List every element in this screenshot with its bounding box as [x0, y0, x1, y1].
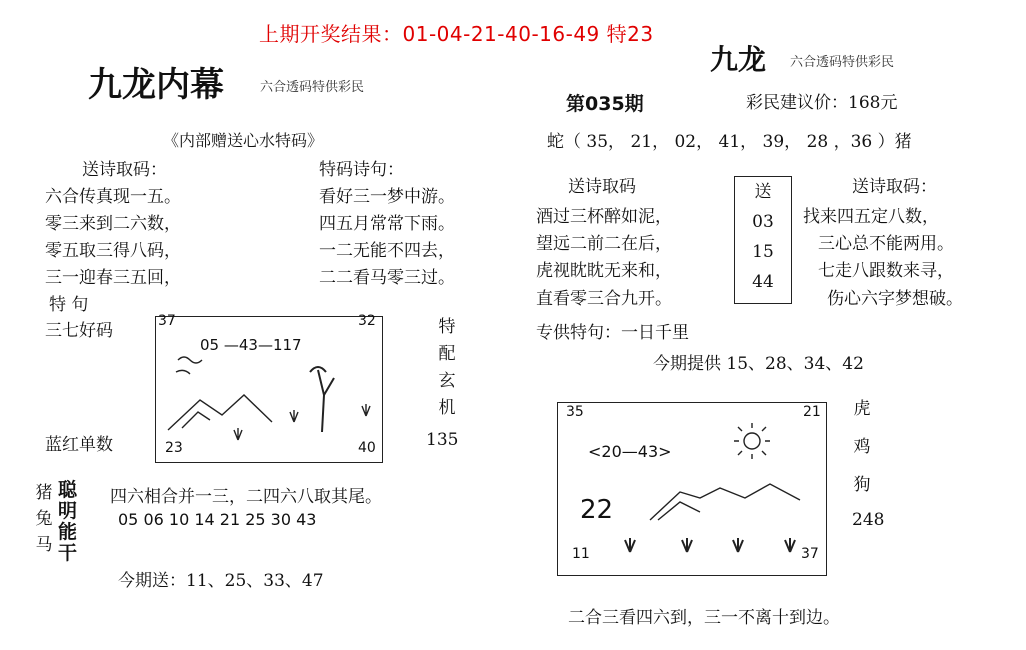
left-poem-line: 零三来到二六数，: [45, 214, 181, 234]
vertical-char: 狗: [853, 475, 871, 495]
right-pic-corner-bl: 11: [572, 546, 590, 562]
left-blue-red-label: 蓝红单数: [45, 435, 113, 455]
left-title-subtitle: 六合透码特供彩民: [260, 80, 365, 95]
right-poem-right-line: 三心总不能两用。: [818, 234, 954, 254]
right-pic-corner-br: 37: [801, 546, 819, 562]
left-sketch-grass: [234, 404, 370, 440]
right-poem-left-header: 送诗取码: [568, 177, 636, 197]
left-combine-line: 四六相合并一三，二四六八取其尾。: [110, 487, 382, 507]
smart-char: 聪: [58, 479, 78, 501]
send-box-label: 送: [754, 182, 772, 202]
left-animals-vertical: [34, 480, 54, 558]
right-poem-left-line: 望远二前二在后，: [536, 234, 672, 254]
smart-char: 能: [58, 521, 78, 543]
left-title: 九龙内幕: [88, 65, 224, 105]
right-title: 九龙: [710, 43, 767, 76]
left-special-poem-line: 四五月常常下雨。: [319, 214, 455, 234]
right-provide-line: 今期提供 15、28、34、42: [653, 354, 864, 374]
right-pic-number: 22: [580, 495, 614, 525]
smart-char: 干: [58, 542, 78, 564]
right-number-248: 248: [852, 510, 885, 530]
left-special-poem-line: 一二无能不四去，: [319, 241, 455, 261]
right-poem-left-line: 酒过三杯醉如泥，: [536, 207, 672, 227]
suggested-price: 彩民建议价：168元: [746, 93, 898, 113]
left-special-poem-line: 二二看马零三过。: [319, 268, 455, 288]
send-numbers-box: [734, 176, 792, 304]
send-box-number: 15: [752, 242, 774, 262]
left-pic-formula: 05 —43—117: [200, 336, 302, 354]
send-box-number: 44: [752, 272, 774, 292]
vertical-char: 玄: [438, 371, 456, 391]
draw-result-banner: 上期开奖结果：01-04-21-40-16-49 特23: [259, 22, 654, 46]
left-pic-corner-tl: 37: [158, 313, 176, 329]
right-riddle-picture: [557, 402, 827, 576]
left-sketch-tree: [310, 367, 334, 432]
left-poem-line: 零五取三得八码，: [45, 241, 181, 261]
right-poem-right-line: 找来四五定八数，: [803, 207, 939, 227]
left-pic-corner-tr: 32: [358, 313, 376, 329]
issue-number: 第035期: [566, 93, 644, 115]
right-title-subtitle: 六合透码特供彩民: [790, 55, 895, 70]
left-pic-corner-br: 40: [358, 440, 376, 456]
animal-char: 兔: [35, 509, 53, 529]
vertical-char: 鸡: [853, 437, 871, 457]
left-special-sentence-label: 特 句: [49, 295, 89, 315]
right-poem-right-line: 七走八跟数来寻，: [818, 261, 954, 281]
send-box-number: 03: [752, 212, 774, 232]
vertical-char: 特: [438, 317, 456, 337]
left-smart-vertical: [58, 480, 80, 564]
smart-char: 明: [58, 500, 78, 522]
right-bottom-line: 二合三看四六到，三一不离十到边。: [568, 608, 840, 628]
left-good-codes-label: 三七好码: [45, 321, 113, 341]
left-numbers-line: 05 06 10 14 21 25 30 43: [118, 510, 317, 529]
right-pic-corner-tr: 21: [803, 404, 821, 420]
left-poem-line: 六合传真现一五。: [45, 187, 181, 207]
right-side-vertical-text: [852, 390, 872, 504]
right-poem-right-header: 送诗取码：: [852, 177, 937, 197]
left-sketch-mountains: [168, 357, 272, 430]
right-pic-formula: <20—43>: [588, 442, 672, 461]
animal-char: 马: [35, 535, 53, 555]
right-poem-left-line: 直看零三合九开。: [536, 289, 672, 309]
vertical-char: 配: [438, 344, 456, 364]
right-pic-corner-tl: 35: [566, 404, 584, 420]
left-poem-line: 三一迎春三五回，: [45, 268, 181, 288]
left-this-send: 今期送：11、25、33、47: [118, 571, 324, 591]
left-number-135: 135: [426, 430, 459, 450]
right-poem-right-line: 伤心六字梦想破。: [827, 289, 963, 309]
left-subheader: 《内部赠送心水特码》: [163, 131, 324, 150]
animal-char: 猪: [35, 483, 53, 503]
vertical-char: 机: [438, 398, 456, 418]
left-poem-header: 送诗取码：: [82, 160, 167, 180]
left-special-poem-line: 看好三一梦中游。: [319, 187, 455, 207]
right-special-sentence: 专供特句：一日千里: [536, 323, 689, 343]
right-poem-left-line: 虎视眈眈无来和，: [536, 261, 672, 281]
snake-pig-numbers: 蛇（ 35， 21， 02， 41， 39， 28 ，36 ）猪: [547, 132, 912, 152]
left-pic-corner-bl: 23: [165, 440, 183, 456]
vertical-char: 虎: [853, 399, 871, 419]
left-side-vertical-text: [437, 314, 457, 422]
left-special-poem-header: 特码诗句：: [319, 160, 404, 180]
